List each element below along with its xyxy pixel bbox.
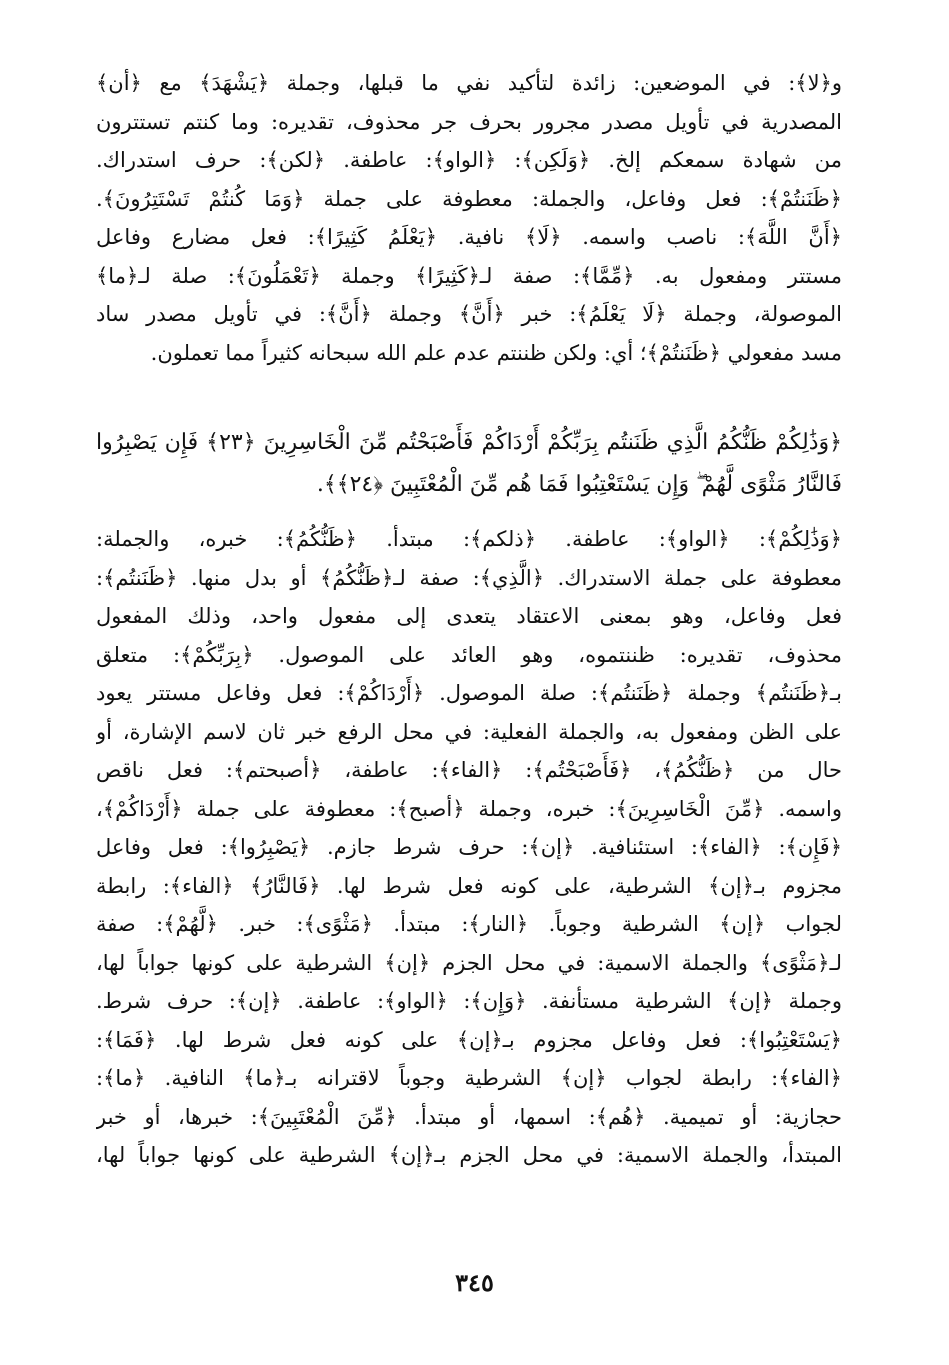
text-line: حجازية: أو تميمية. ﴿هُم﴾: اسمها، أو مبتدأ. ﴿مِّنَ الْمُعْتَبِينَ﴾: خبرها، أو خبر	[96, 1104, 842, 1129]
text-line: ﴿ظَنَنتُمْ﴾: فعل وفاعل، والجملة: معطوفة على جملة ﴿وَمَا كُنتُمْ تَسْتَتِرُونَ﴾.	[96, 186, 842, 211]
text-line: ﴿وَذَٰلِكُمْ﴾: ﴿الواو﴾: عاطفة. ﴿ذلكم﴾: مبتدأ. ﴿ظَنُّكُمُ﴾: خبره، والجملة:	[96, 527, 842, 551]
text-line: المصدرية في تأويل مصدر مجرور بحرف جر محذوف، تقديره: وما كنتم تستترون	[96, 109, 842, 134]
text-line: ﴿فَإِن﴾: ﴿الفاء﴾: استئنافية. ﴿إن﴾: حرف شرط جازم. ﴿يَصْبِرُوا﴾: فعل وفاعل	[96, 835, 842, 859]
page-number: ٣٤٥	[455, 1268, 494, 1297]
text-line: الموصولة، وجملة ﴿لَا يَعْلَمُ﴾: خبر ﴿أَنَّ﴾ وجملة ﴿أَنَّ﴾: في تأويل مصدر ساد	[96, 302, 842, 326]
quran-verse	[96, 422, 842, 506]
text-line: و﴿لا﴾: في الموضعين: زائدة لتأكيد نفي ما قبلها، وجملة ﴿يَشْهَدَ﴾ مع ﴿أن﴾	[96, 71, 842, 95]
text-line: وجملة ﴿إن﴾ الشرطية مستأنفة. ﴿وَإِن﴾: ﴿الواو﴾: عاطفة. ﴿إن﴾: حرف شرط.	[96, 989, 842, 1013]
text-line: مسد مفعولي ﴿ظَنَنتُمْ﴾؛ أي: ولكن ظننتم عدم علم الله سبحانه كثيراً مما تعملون.	[150, 340, 842, 365]
text-line: لـ﴿مَثْوًى﴾ والجملة الاسمية: في محل الجزم ﴿إن﴾ الشرطية على كونها جواباً لها،	[96, 950, 842, 975]
verse-line: ﴿وَذَٰلِكُمْ ظَنُّكُمُ الَّذِي ظَنَنتُم بِرَبِّكُمْ أَرْدَاكُمْ فَأَصْبَحْتُم مِّنَ الْخَاسِرِينَ ﴿٢٣﴾ فَإِن يَصْبِرُوا	[96, 430, 842, 455]
text-line: مستتر ومفعول به. ﴿مِّمَّا﴾: صفة لـ﴿كَثِيرًا﴾ وجملة ﴿تَعْمَلُونَ﴾: صلة لـ﴿ما﴾	[96, 263, 842, 288]
text-line: حال من ﴿ظَنُّكُمُ﴾، ﴿فَأَصْبَحْتُم﴾: ﴿الفاء﴾: عاطفة، ﴿أصبحتم﴾: فعل ناقص	[96, 758, 842, 782]
text-line: ﴿الفاء﴾: رابطة لجواب ﴿إن﴾ الشرطية وجوباً لاقترانه بـ﴿ما﴾ النافية. ﴿ما﴾:	[96, 1066, 842, 1090]
text-line: ﴿أَنَّ اللَّهَ﴾: ناصب واسمه. ﴿لَا﴾ نافية. ﴿يَعْلَمُ كَثِيرًا﴾: فعل مضارع وفاعل	[96, 225, 842, 249]
text-line: لجواب ﴿إن﴾ الشرطية وجوباً. ﴿النار﴾: مبتدأ. ﴿مَثْوًى﴾: خبر. ﴿لَّهُمْ﴾: صفة	[96, 912, 842, 936]
text-line: المبتدأ، والجملة الاسمية: في محل الجزم بـ﴿إن﴾ الشرطية على كونها جواباً لها،	[96, 1143, 842, 1167]
text-line: من شهادة سمعكم إلخ. ﴿وَلَكِن﴾: ﴿الواو﴾: عاطفة. ﴿لكن﴾: حرف استدراك.	[96, 148, 842, 172]
text-line: ﴿يَسْتَعْتِبُوا﴾: فعل وفاعل مجزوم بـ﴿إن﴾ على كونه فعل شرط لها. ﴿فَمَا﴾:	[96, 1027, 842, 1052]
text-line: بـ﴿ظَنَنتُم﴾ وجملة ﴿ظَنَنتُم﴾: صلة الموصول. ﴿أَرْدَاكُمْ﴾: فعل وفاعل مستتر يعود	[96, 681, 842, 705]
commentary-paragraph-1	[96, 64, 842, 372]
text-line: معطوفة على جملة الاستدراك. ﴿الَّذِي﴾: صفة لـ﴿ظَنُّكُمُ﴾ أو بدل منها. ﴿ظَنَنتُم﴾:	[96, 565, 842, 590]
text-line: واسمه. ﴿مِّنَ الْخَاسِرِينَ﴾: خبره، وجملة ﴿أصبح﴾: معطوفة على جملة ﴿أَرْدَاكُمْ﴾،	[96, 796, 842, 821]
text-line: مجزوم بـ﴿إن﴾ الشرطية، على كونه فعل شرط لها. ﴿فَالنَّارُ﴾ ﴿الفاء﴾: رابطة	[96, 873, 842, 898]
text-line: على الظن ومفعول به، والجملة الفعلية: في محل الرفع خبر ثان لاسم الإشارة، أو	[96, 719, 842, 744]
commentary-paragraph-2	[96, 520, 842, 1175]
text-line: محذوف، تقديره: ظننتموه، وهو العائد على الموصول. ﴿بِرَبِّكُمْ﴾: متعلق	[96, 642, 842, 667]
verse-line: فَالنَّارُ مَثْوًى لَّهُمْ ۖ وَإِن يَسْتَعْتِبُوا فَمَا هُم مِّنَ الْمُعْتَبِينَ ﴿٢٤﴾﴾.	[316, 472, 842, 497]
text-line: فعل وفاعل، وهو بمعنى الاعتقاد يتعدى إلى مفعول واحد، وذلك المفعول	[96, 604, 842, 628]
